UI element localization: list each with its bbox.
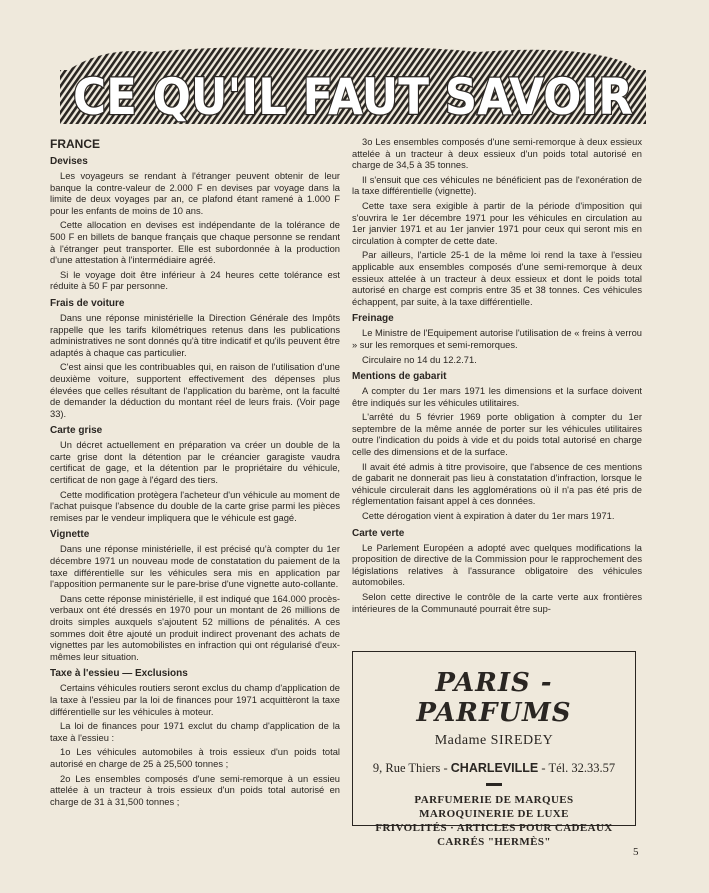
paragraph: Circulaire no 14 du 12.2.71. [362, 354, 477, 365]
section-title-france: FRANCE [50, 137, 100, 151]
ad-address-city: CHARLEVILLE [450, 761, 539, 775]
paragraph: Il s'ensuit que ces véhicules ne bénéficient pas de l'exonération de la taxe différentielle (vignette). [352, 174, 642, 197]
ad-address-phone: - Tél. 32.33.57 [538, 761, 616, 775]
paragraph: Cette modification protègera l'acheteur d'un véhicule au moment de l'achat puisque l'absence du double de la carte grise parmi les pièces remises par le vendeur impliquera que le véhicule est gagé. [50, 489, 340, 523]
paragraph: Un décret actuellement en préparation va créer un double de la carte grise dont la détention par le créancier garagiste vaudra certificat de gage, et la détention par le propriétaire du véhicule, certificat de non gage à l'égard des tiers. [50, 440, 340, 486]
heading-mentions-de-gabarit: Mentions de gabarit [352, 371, 447, 383]
paragraph: Le Ministre de l'Equipement autorise l'utilisation de « freins à verrou » sur les remorques et semi-remorques. [352, 328, 642, 350]
paragraph: 3o Les ensembles composés d'une semi-remorque à deux essieux attelée à un tracteur à deux essieux d'un poids total autorisé en charge de 34,5 à 35 tonnes. [352, 137, 642, 171]
paragraph: Selon cette directive le contrôle de la carte verte aux frontières intérieures de la Communauté pourrait être sup- [352, 592, 642, 614]
paragraph: 2o Les ensembles composés d'une semi-remorque à un essieu attelée à un tracteur à trois essieux d'un poids total autorisé en charge de 31 à 31,500 tonnes ; [50, 773, 340, 807]
paragraph: A compter du 1er mars 1971 les dimensions et la surface doivent être indiqués sur les véhicules utilitaires. [352, 386, 642, 408]
paragraph: Cette allocation en devises est indépendante de la tolérance de 500 F en billets de banque français que chaque personne se rendant à l'étranger peut transporter. Elle est subordonnée à la production d'une attestation à l'intermédiaire agréé. [50, 220, 340, 266]
paragraph: L'arrêté du 5 février 1969 porte obligation à compter du 1er septembre de la même année de porter sur les véhicules utilitaires outre l'indication du poids à vide et du poids total autorisé en charge celle des dimensions et de la surface. [352, 412, 642, 458]
paragraph: 1o Les véhicules automobiles à trois essieux d'un poids total autorisé en charge de 25 à 25,500 tonnes ; [50, 747, 340, 769]
banner-title: CE QU'IL FAUT SAVOIR [73, 68, 633, 124]
ad-address [353, 761, 635, 776]
paragraph: Dans une réponse ministérielle la Direction Générale des Impôts rappelle que les tarifs kilométriques retenus dans les publications administratives ne sont donnés qu'à titre indicatif et qu'ils peuvent être adaptés à chaque cas particulier. [50, 312, 340, 358]
paragraph: Il avait été admis à titre provisoire, que l'absence de ces mentions de gabarit ne donnerait pas lieu à constatation d'infraction, lorsque le véhicule circulerait dans les agglomérations où il n'a pas été pris de réglementation faisant appel à ces données. [352, 461, 642, 507]
heading-devises: Devises [50, 156, 88, 167]
ad-address-street: 9, Rue Thiers - [372, 761, 451, 775]
paragraph: Si le voyage doit être inférieur à 24 heures cette tolérance est réduite à 50 F par personne. [50, 269, 340, 292]
ad-line: PARFUMERIE DE MARQUES [414, 794, 574, 806]
heading-carte-verte: Carte verte [352, 527, 405, 539]
ad-divider [486, 783, 502, 786]
ad-brand-name: PARIS - PARFUMS [416, 668, 572, 728]
left-column [50, 137, 340, 811]
paragraph: C'est ainsi que les contribuables qui, en raison de l'utilisation d'une deuxième voiture, supportent effectivement des dépenses plus élevées que celles résultant de l'application du barème, ont la faculté de demander la déduction du montant réel de leurs frais. (Voir page 33). [50, 362, 340, 419]
paragraph: Cette taxe sera exigible à partir de la période d'imposition qui s'ouvrira le 1er décembre 1971 pour les véhicules en circulation au 1er janvier 1971 et au 1er janvier 1971 pour ceux qui seront mis en circulation à compter de cette date. [352, 200, 642, 246]
ad-owner-name: Madame SIREDEY [434, 733, 554, 748]
title-banner [58, 44, 648, 124]
ad-line: CARRÉS "HERMÈS" [437, 836, 551, 848]
paragraph: Par ailleurs, l'article 25-1 de la même loi rend la taxe à l'essieu applicable aux ensembles composés d'une semi-remorque à deux essieux attelée à un tracteur à deux essieux et dont le poids total autorisé en charge est compris entre 35 et 38 tonnes. Ces véhicules échappent, par suite, à la taxe différentielle. [352, 250, 642, 307]
paragraph: Dans cette réponse ministérielle, il est indiqué que 164.000 procès-verbaux ont été dressés en 1970 pour un montant de 26 millions de droits simples auxquels s'ajoutent 52 millions de pénalités. A ces sommes doit être ajouté un produit indirect provenant des achats de vignettes par les automobilistes en infraction qui ont régularisé d'eux-mêmes leur situation. [50, 593, 340, 662]
heading-taxe-essieu: Taxe à l'essieu — Exclusions [50, 668, 188, 680]
heading-vignette: Vignette [50, 529, 90, 541]
paragraph: Cette dérogation vient à expiration à dater du 1er mars 1971. [362, 511, 615, 522]
ad-line: MAROQUINERIE DE LUXE [419, 808, 569, 820]
heading-freinage: Freinage [352, 313, 394, 325]
paragraph: Les voyageurs se rendant à l'étranger peuvent obtenir de leur banque la contre-valeur de 2.000 F en devises par voyage dans la limite de deux voyages par an, ce plafond étant ramené à 1.000 F pour les enfants de moins de 10 ans. [50, 171, 340, 216]
paragraph: Certains véhicules routiers seront exclus du champ d'application de la taxe à l'essieu par la loi de finances pour 1971 acquittèront la taxe différentielle sur les véhicules à moteur. [50, 683, 340, 717]
right-column [352, 137, 642, 618]
paragraph: Le Parlement Européen a adopté avec quelques modifications la proposition de directive de la Commission pour le rapprochement des législations relatives à l'assurance obligatoire des véhicules automobiles. [352, 542, 642, 588]
paragraph: La loi de finances pour 1971 exclut du champ d'application de la taxe à l'essieu : [50, 721, 340, 743]
advertisement-box [352, 651, 636, 848]
ad-line: FRIVOLITÉS · ARTICLES POUR CADEAUX [375, 822, 613, 834]
banner-graphic [58, 44, 648, 124]
paragraph: Dans une réponse ministérielle, il est précisé qu'à compter du 1er décembre 1971 un nouveau mode de constatation du paiement de la taxe différentielle sur les véhicules sera mis en application par l'apposition permanente sur le pare-brise d'une vignette auto-collante. [50, 544, 340, 590]
page-number: 5 [633, 846, 639, 858]
heading-frais-de-voiture: Frais de voiture [50, 297, 125, 309]
heading-carte-grise: Carte grise [50, 425, 103, 437]
